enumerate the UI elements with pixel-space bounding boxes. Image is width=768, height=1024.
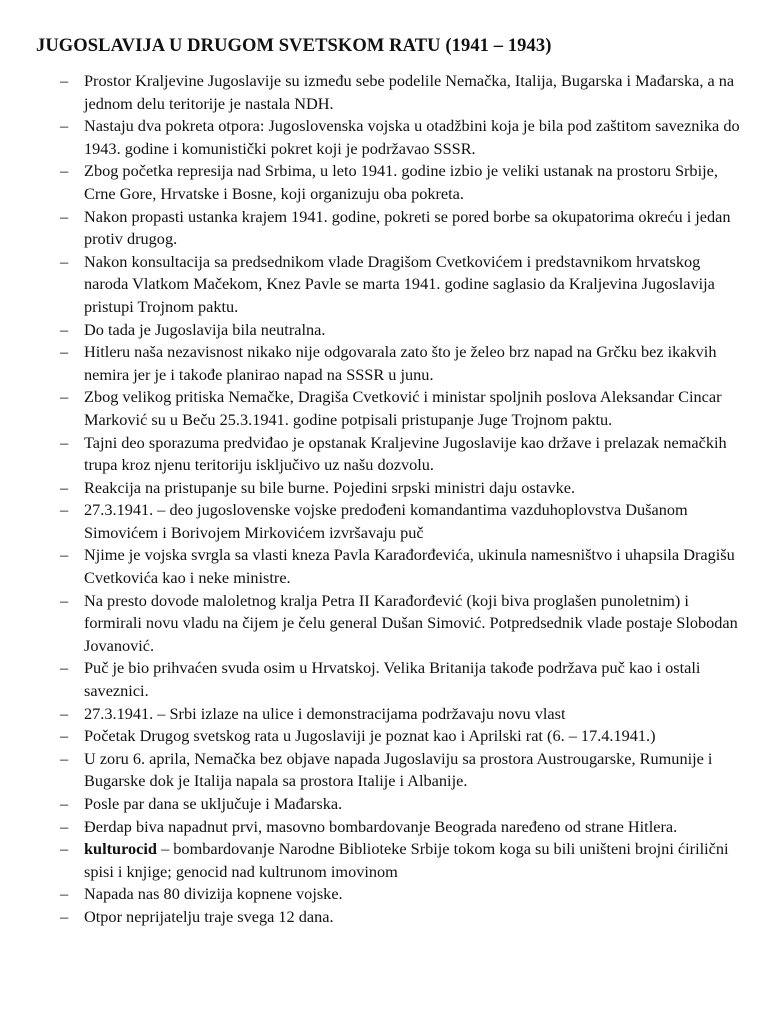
list-item [60, 657, 740, 702]
page-title: JUGOSLAVIJA U DRUGOM SVETSKOM RATU (1941 – 1943) [36, 36, 552, 56]
dash-bullet-icon: – [60, 319, 69, 339]
dash-bullet-icon: – [60, 726, 69, 746]
list-item-text: Nakon konsultacija sa predsednikom vlade Dragišom Cvetkovićem i predstavnikom hrvatskog naroda Vlatkom Mačekom, Knez Pavle se marta 1941. godine saglasio da Kraljevina Jugoslavija pristupi Trojnom paktu. [84, 251, 715, 316]
list-item [60, 432, 740, 477]
dash-bullet-icon: – [60, 251, 69, 271]
list-item [60, 748, 740, 793]
dash-bullet-icon: – [60, 477, 69, 497]
dash-bullet-icon: – [60, 71, 69, 90]
dash-bullet-icon: – [60, 590, 69, 610]
dash-bullet-icon: – [60, 545, 69, 565]
list-item [60, 206, 740, 251]
dash-bullet-icon: – [60, 839, 69, 859]
list-item [60, 319, 740, 342]
dash-bullet-icon: – [60, 794, 69, 813]
list-item-text: Đerdap biva napadnut prvi, masovno bombardovanje Beograda naređeno od strane Hitlera. [84, 816, 678, 836]
list-item-text: 27.3.1941. – Srbi izlaze na ulice i demonstracijama podržavaju novu vlast [84, 703, 566, 723]
list-item-text: Hitleru naša nezavisnost nikako nije odgovarala zato što je želeo brz napad na Grčku bez ikakvih nemira jer je i takođe planirao napad na SSSR u junu. [84, 342, 717, 384]
dash-bullet-icon: – [60, 816, 69, 836]
dash-bullet-icon: – [60, 116, 69, 136]
dash-bullet-icon: – [60, 206, 69, 226]
list-item-text: Zbog početka represija nad Srbima, u leto 1941. godine izbio je veliki ustanak na prostoru Srbije, Crne Gore, Hrvatske i Bosne, koji organizuju oba pokreta. [84, 161, 718, 203]
list-item-text: Njime je vojska svrgla sa vlasti kneza Pavla Karađorđevića, ukinula namesništvo i uhapsila Dragišu Cvetkovića kao i neke ministre. [84, 545, 735, 588]
list-item-text: – bombardovanje Narodne Biblioteke Srbije tokom koga su bili uništeni brojni ćirilični spisi i knjige; genocid nad kultrunom imovinom [84, 839, 729, 881]
list-item [60, 883, 740, 906]
list-item-text: Do tada je Jugoslavija bila neutralna. [84, 319, 326, 339]
list-item [60, 793, 740, 816]
list-item [60, 70, 740, 115]
list-item-text: Nastaju dva pokreta otpora: Jugoslovenska vojska u otadžbini koja je bila pod zaštitom saveznika do 1943. godine i komunistički pokret koji je podržavao SSSR. [84, 116, 740, 158]
dash-bullet-icon: – [60, 884, 69, 904]
list-item [60, 160, 740, 205]
list-item-text: Prostor Kraljevine Jugoslavije su između sebe podelile Nemačka, Italija, Bugarska i Mađarska, a na jednom delu teritorije je nastala NDH. [84, 71, 735, 113]
list-item-text: 27.3.1941. – deo jugoslovenske vojske predođeni komandantima vazduhoplovstva Dušanom Simovićem i Borivojem Mirkovićem izvršavaju puč [84, 500, 688, 542]
list-item-text: Zbog velikog pritiska Nemačke, Dragiša Cvetković i ministar spoljnih poslova Aleksandar Cincar Marković su u Beču 25.3.1941. godine potpisali pristupanje Juge Trojnom paktu. [84, 387, 722, 429]
list-item-text: Tajni deo sporazuma predviđao je opstanak Kraljevine Jugoslavije kao države i prelazak nemačkih trupa kroz njenu teritoriju isključivo uz našu dozvolu. [84, 432, 727, 475]
dash-bullet-icon: – [60, 387, 69, 407]
list-item-text: U zoru 6. aprila, Nemačka bez objave napada Jugoslaviju sa prostora Austrougarske, Rumunije i Bugarske dok je Italija napala sa prostora Italije i Albanije. [84, 748, 713, 791]
list-item [60, 499, 740, 544]
dash-bullet-icon: – [60, 703, 69, 723]
list-item [60, 816, 740, 839]
list-item [60, 251, 740, 319]
list-item [60, 544, 740, 589]
list-item-text: Nakon propasti ustanka krajem 1941. godine, pokreti se pored borbe sa okupatorima okreću i jedan protiv drugog. [84, 206, 731, 249]
list-item-text: Početak Drugog svetskog rata u Jugoslaviji je poznat kao i Aprilski rat (6. – 17.4.1941.) [84, 726, 656, 746]
dash-bullet-icon: – [60, 500, 69, 520]
list-item [60, 386, 740, 431]
list-item [60, 906, 740, 929]
list-item [60, 477, 740, 500]
dash-bullet-icon: – [60, 906, 69, 926]
dash-bullet-icon: – [60, 161, 69, 181]
bullet-list [60, 70, 740, 929]
dash-bullet-icon: – [60, 432, 69, 452]
list-item [60, 838, 740, 883]
dash-bullet-icon: – [60, 342, 69, 362]
bold-term: kulturocid [84, 839, 157, 859]
list-item [60, 703, 740, 726]
list-item [60, 590, 740, 658]
list-item-text: Puč je bio prihvaćen svuda osim u Hrvatskoj. Velika Britanija takođe podržava puč kao i ostali saveznici. [84, 658, 701, 701]
list-item [60, 115, 740, 160]
list-item-text: Posle par dana se uključuje i Mađarska. [84, 794, 343, 813]
dash-bullet-icon: – [60, 658, 69, 678]
dash-bullet-icon: – [60, 748, 69, 768]
list-item-text: Napada nas 80 divizija kopnene vojske. [84, 884, 343, 904]
list-item [60, 725, 740, 748]
list-item-text: Otpor neprijatelju traje svega 12 dana. [84, 906, 334, 926]
list-item-text: Na presto dovode maloletnog kralja Petra II Karađorđević (koji biva proglašen punoletnim) i formirali novu vladu na čijem je čelu general Dušan Simović. Potpredsednik vlade postaje Slobodan Jovanović. [84, 590, 738, 655]
list-item [60, 341, 740, 386]
list-item-text: Reakcija na pristupanje su bile burne. Pojedini srpski ministri daju ostavke. [84, 477, 576, 497]
